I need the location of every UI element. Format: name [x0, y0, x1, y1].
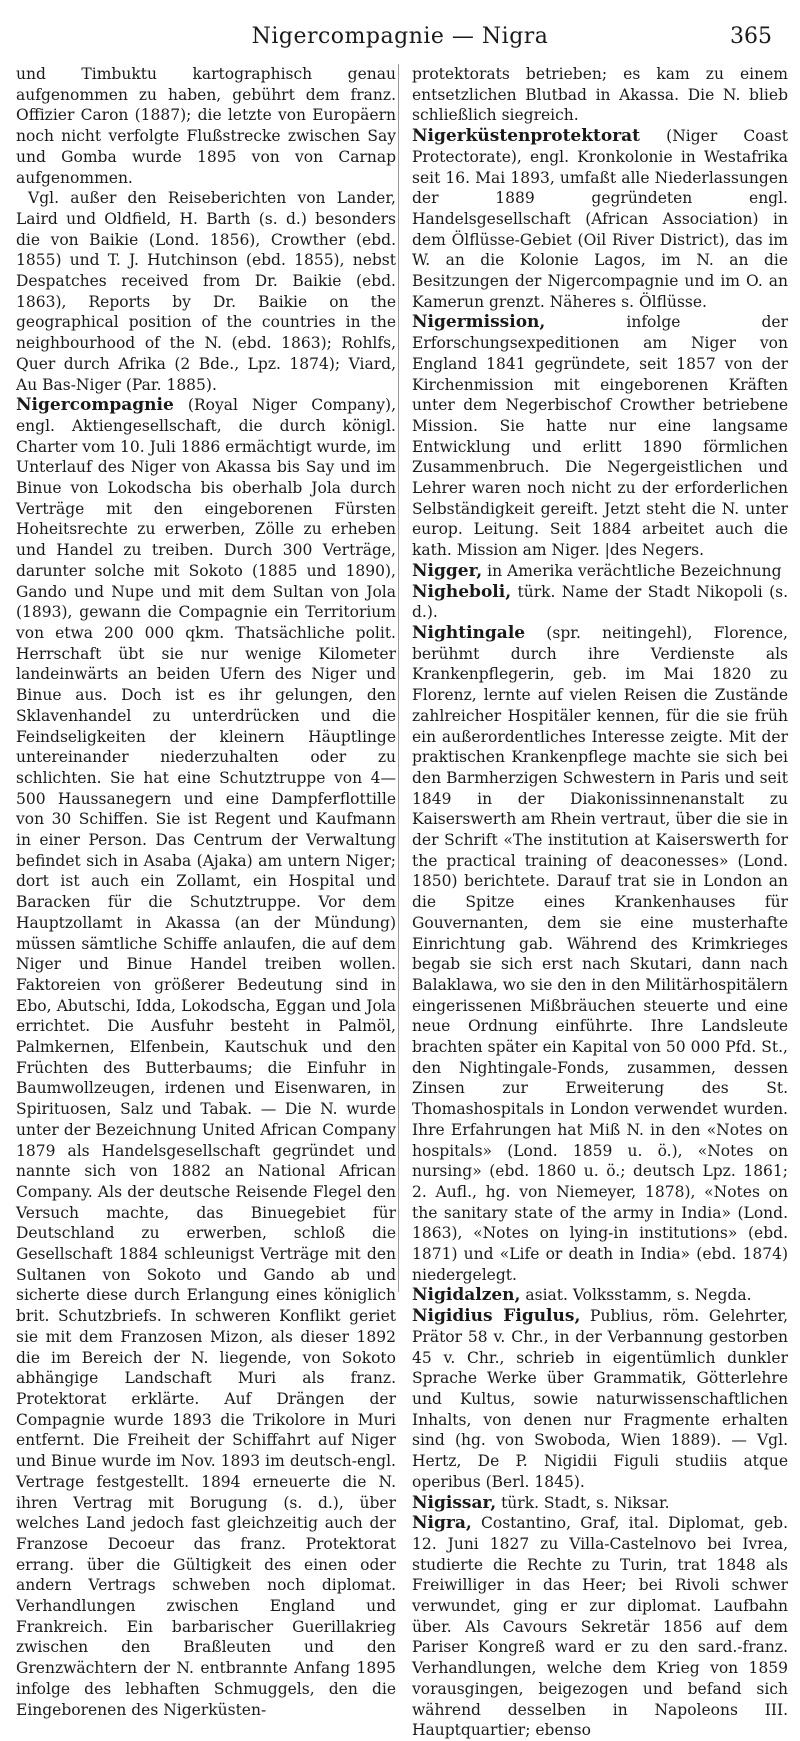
entry-headword: Nigra, — [412, 1513, 472, 1534]
entry-headword: Nightingale — [412, 622, 526, 643]
entry-text: Publius, röm. Gelehrter, Prätor 58 v. Chr., in der Verbannung gestorben 45 v. Chr., schrieb in eigentümlich dunkler Sprache Werke über Grammatik, Götterlehre und Kultus, sowie naturwissenschaftlichen Inhalts, von denen nur Fragmente erhalten sind (hg. von Swoboda, Wien 1889). — Vgl. Hertz, De P. Nigidii Figuli studiis atque operibus (Berl. 1845). — [412, 1307, 788, 1491]
entry — [412, 623, 788, 1286]
entry-text: infolge der Erforschungsexpeditionen am Niger von England 1841 gegründete, seit 1857 von der Kirchenmission mit eingeborenen Kräften unter dem Negerbischof Crowther betriebene Mission. Sie hatte nur eine langsame Entwicklung und erlitt 1890 förmlichen Zusammenbruch. Die Negergeistlichen und Lehrer waren noch nicht zu der erforderlichen Selbständigkeit gereift. Jetzt steht die N. unter europ. Leitung. Seit 1884 arbeitet auch die kath. Mission am Niger. |des Negers. — [412, 313, 788, 560]
entry — [16, 395, 396, 1720]
column-divider — [398, 64, 399, 1292]
entry-text: (Royal Niger Company), engl. Aktiengesellschaft, die durch königl. Charter vom 10. Juli 1886 ermächtigt wurde, im Unterlauf des Niger von Akassa bis Say und im Binue von Lokodscha bis oberhalb Jola durch Verträge mit den eingeborenen Fürsten Hoheitsrechte zu erwerben, Zölle zu erheben und Handel zu treiben. Durch 300 Verträge, darunter solche mit Sokoto (1885 und 1890), Gando und Nupe und mit dem Sultan von Jola (1893), gewann die Compagnie ein Territorium von etwa 200 000 qkm. Thatsächliche polit. Herrschaft übt sie nur wenige Kilometer landeinwärts an beiden Ufern des Niger und Binue aus. Doch ist es ihr gelungen, den Sklavenhandel zu unterdrücken und die Feindseligkeiten der kleinern Häuptlinge untereinander niederzuhalten oder zu schlichten. Sie hat eine Schutztruppe von 4—500 Haussanegern und eine Dampferflottille von 30 Schiffen. Sie ist Regent und Kaufmann in einer Person. Das Centrum der Verwaltung befindet sich in Asaba (Ajaka) am untern Niger; dort ist auch ein Zollamt, ein Hospital und Baracken für die Schutztruppe. Vor dem Hauptzollamt in Akassa (an der Mündung) müssen sämtliche Schiffe anlaufen, die auf dem Niger und Binue Handel treiben wollen. Faktoreien von größerer Bedeutung sind in Ebo, Abutschi, Idda, Lokodscha, Eggan und Jola errichtet. Die Ausfuhr besteht in Palmöl, Palmkernen, Elfenbein, Kautschuk und den Früchten des Butterbaums; die Einfuhr in Baumwollzeugen, irdenen und Eisenwaren, in Spirituosen, Salz und Tabak. — Die N. wurde unter der Bezeichnung United African Company 1879 als Handelsgesellschaft gegründet und nannte sich von 1882 an National African Company. Als der deutsche Reisende Flegel den Versuch machte, das Binuegebiet für Deutschland zu erwerben, schloß die Gesellschaft 1884 schleunigst Verträge mit den Sultanen von Sokoto und Gando ab und sicherte diese durch Erlangung eines königlich brit. Schutzbriefs. In schweren Konflikt geriet sie mit dem Franzosen Mizon, als dieser 1892 die im Bereich der N. liegende, von Sokoto abhängige Landschaft Muri als franz. Protektorat erklärte. Auf Drängen der Compagnie wurde 1893 die Trikolore in Muri entfernt. Die Freiheit der Schiffahrt auf Niger und Binue wurde im Nov. 1893 im deutsch-engl. Vertrage festgestellt. 1894 erneuerte die N. ihren Vertrag mit Borugung (s. d.), über welches Land jedoch fast gleichzeitig auch der Franzose Decoeur das franz. Protektorat errang. über die Gültigkeit des einen oder andern Vertrags schweben noch diplomat. Verhandlungen zwischen England und Frankreich. Ein barbarischer Guerillakrieg zwischen den Braßleuten und den Grenzwächtern der N. entbrannte Anfang 1895 infolge des lebhaften Schmuggels, den die Eingeborenen des Nigerküsten- — [16, 396, 396, 1719]
page-number: 365 — [730, 24, 772, 49]
entry-text: türk. Stadt, s. Niksar. — [496, 1493, 670, 1512]
entry-text: protektorats betrieben; es kam zu einem entsetzlichen Blutbad in Akassa. Die N. blieb schließlich siegreich. — [412, 65, 788, 125]
entry — [412, 312, 788, 560]
entry-text: Costantino, Graf, ital. Diplomat, geb. 12. Juni 1827 zu Villa-Castelnovo bei Ivrea, studierte die Rechte zu Turin, trat 1848 als Freiwilliger in das Heer; bei Rivoli schwer verwundet, ging er zur diplomat. Laufbahn über. Als Cavours Sekretär 1856 auf dem Pariser Kongreß ward er zu den sard.-franz. Verhandlungen, welche dem Krieg von 1859 vorausgingen, beigezogen und befand sich während desselben in Napoleons III. Hauptquartier; ebenso — [412, 1514, 788, 1740]
entry — [412, 126, 788, 312]
entry-text: (spr. neitingehl), Florence, berühmt durch ihre Verdienste als Krankenpflegerin, geb. im Mai 1820 zu Florenz, lernte auf vielen Reisen die Zustände zahlreicher Hospitäler kennen, für die sie früh ein außerordentliches Interesse zeigte. Mit der praktischen Krankenpflege machte sie sich bei den Barmherzigen Schwestern in Paris und seit 1849 in der Diakonissinnenanstalt zu Kaiserswerth am Rhein vertraut, über die sie in der Schrift «The institution at Kaiserswerth for the practical training of deaconesses» (Lond. 1850) berichtete. Darauf trat sie in London an die Spitze eines Krankenhauses für Gouvernanten, dem sie eine musterhafte Einrichtung gab. Während des Krimkrieges begab sie sich erst nach Skutari, dann nach Balaklawa, wo sie den in den Militärhospitälern eingerissenen Mißbräuchen steuerte und eine neue Ordnung einführte. Ihre Landsleute brachten später ein Kapital von 50 000 Pfd. St., den Nightingale-Fonds, zusammen, dessen Zinsen zur Erweiterung des St. Thomashospitals in London verwendet wurden. Ihre Erfahrungen hat Miß N. in den «Notes on hospitals» (Lond. 1859 u. ö.), «Notes on nursing» (ebd. 1860 u. ö.; deutsch Lpz. 1861; 2. Aufl., hg. von Niemeyer, 1878), «Notes on the sanitary state of the army in India» (Lond. 1863), «Notes on lying-in institutions» (ebd. 1871) und «Life or death in India» (ebd. 1874) niedergelegt. — [412, 623, 788, 1284]
page-header — [28, 18, 772, 58]
entry-text: Vgl. außer den Reiseberichten von Lander, Laird und Oldfield, H. Barth (s. d.) besonders die von Baikie (Lond. 1856), Crowther (ebd. 1855) und T. J. Hutchinson (ebd. 1855), nebst Despatches received from Dr. Baikie (ebd. 1863), Reports by Dr. Baikie on the geographical position of the countries in the neighbourhood of the N. (ebd. 1863); Rohlfs, Quer durch Afrika (2 Bde., Lpz. 1874); Viard, Au Bas-Niger (Par. 1885). — [16, 189, 396, 394]
entry-headword: Nigissar, — [412, 1492, 497, 1513]
entry-headword: Nigger, — [412, 560, 483, 581]
entry-headword: Nigermission, — [412, 312, 546, 333]
entry — [412, 582, 788, 623]
entry-text: türk. Name der Stadt Nikopoli (s. d.). — [412, 582, 788, 622]
entry — [412, 1513, 788, 1741]
right-column — [412, 64, 788, 1741]
entry-text: in Amerika verächtliche Bezeichnung — [482, 561, 782, 580]
entry-headword: Nigerküstenprotektorat — [412, 126, 641, 147]
entry-text: und Timbuktu kartographisch genau aufgenommen zu haben, gebührt dem franz. Offizier Caron (1887); die letzte von Europäern noch nicht verfolgte Flußstrecke zwischen Say und Gomba wurde 1895 von von Carnap aufgenommen. — [16, 65, 396, 187]
entry-headword: Nigercompagnie — [16, 395, 174, 416]
running-title: Nigercompagnie — Nigra — [251, 24, 549, 49]
entry-headword: Nigidius Figulus, — [412, 1306, 581, 1327]
entry — [16, 188, 396, 395]
entry — [412, 1306, 788, 1492]
entry-text: asiat. Volksstamm, s. Negda. — [520, 1286, 752, 1305]
entry-headword: Nigheboli, — [412, 581, 512, 602]
entry-headword: Nigidalzen, — [412, 1285, 521, 1306]
entry — [412, 561, 788, 582]
entry — [16, 64, 396, 188]
entry — [412, 64, 788, 126]
entry-text: (Niger Coast Protectorate), engl. Kronkolonie in Westafrika seit 16. Mai 1893, umfaßt alle Niederlassungen der 1889 gegründeten engl. Handelsgesellschaft (African Association) in dem Ölflüsse-Gebiet (Oil River District), das im W. an die Kolonie Lagos, im N. an die Besitzungen der Nigercompagnie und im O. an Kamerun grenzt. Näheres s. Ölflüsse. — [412, 127, 788, 311]
entry — [412, 1285, 788, 1306]
entry — [412, 1493, 788, 1514]
left-column — [16, 64, 396, 1720]
